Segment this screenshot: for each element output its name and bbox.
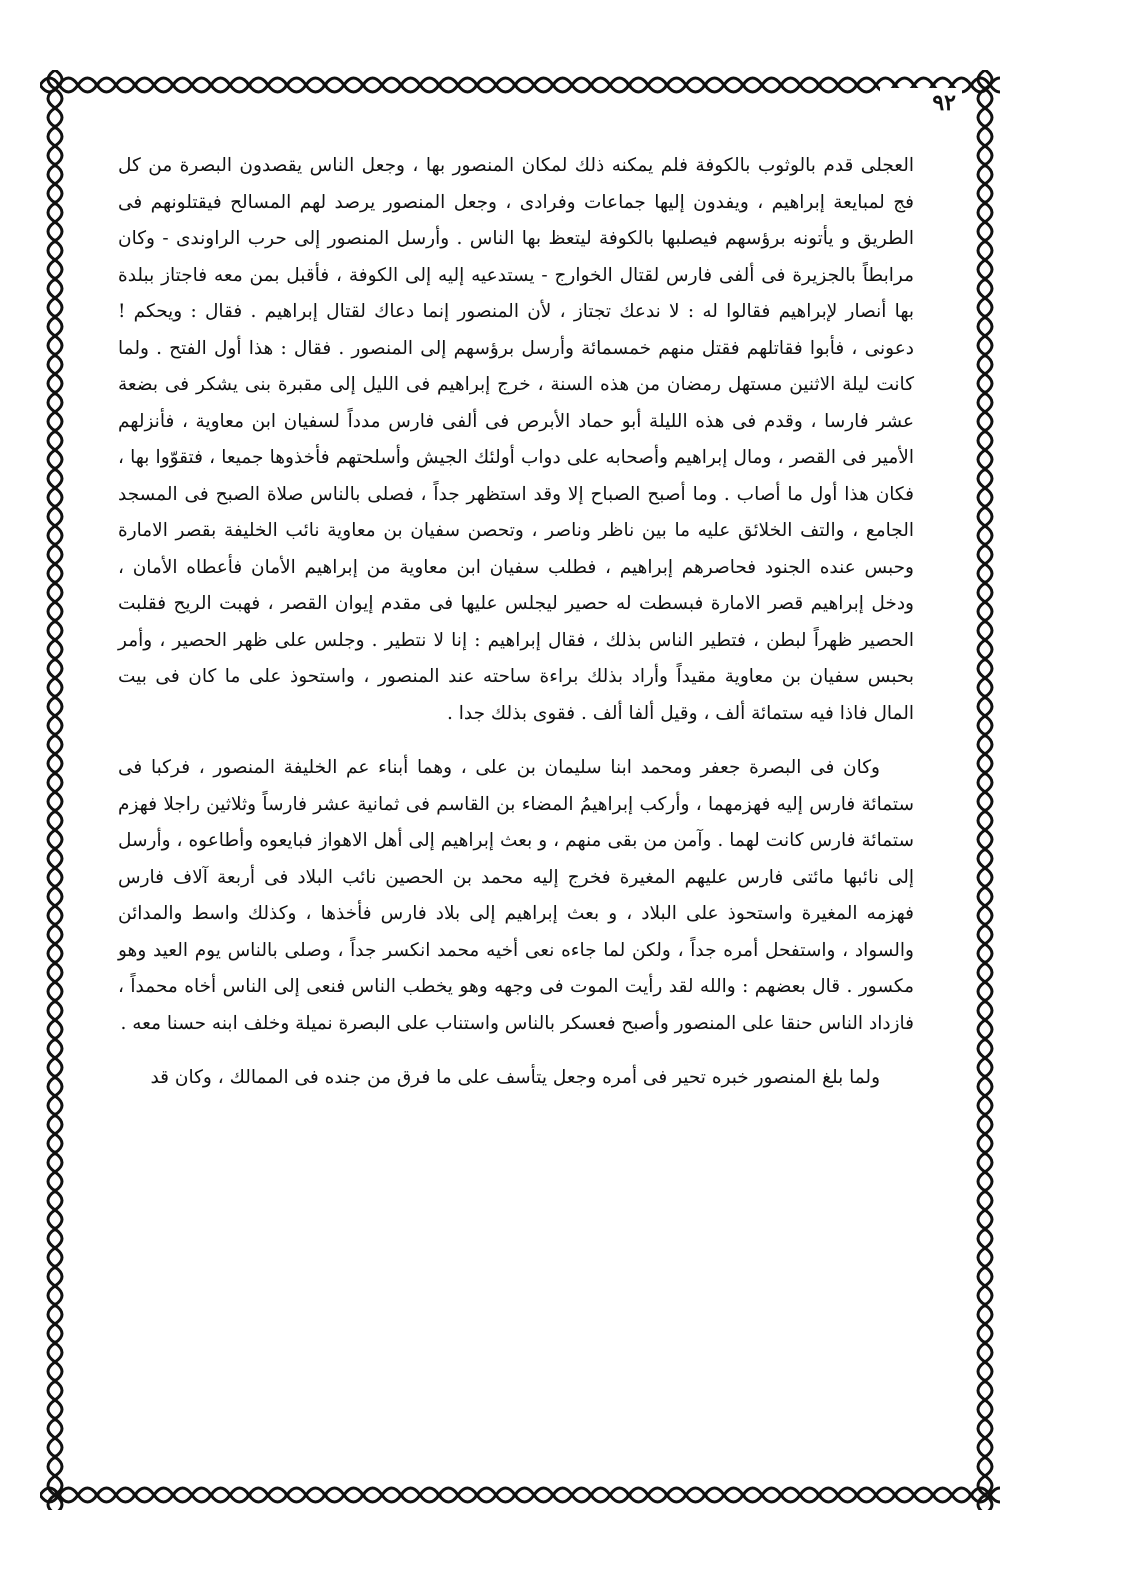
page-number: ٩٢ — [880, 88, 962, 118]
paragraph-2: وكان فى البصرة جعفر ومحمد ابنا سليمان بن على ، وهما أبناء عم الخليفة المنصور ، فركبا فى ستمائة فارس إليه فهزمهما ، وأركب إبراهيمُ المضاء بن القاسم فى ثمانية عشر فارساً وثلاثين راجلا فهزم ستمائة فارس كانت لهما . وآمن من بقى منهم ، و بعث إبراهيم إلى أهل الاهواز فبايعوه وأطاعوه ، وأرسل إلى نائبها مائتى فارس عليهم المغيرة فخرج إليه محمد بن الحصين نائب البلاد فى أربعة آلاف فارس فهزمه المغيرة واستحوذ على البلاد ، و بعث إبراهيم إلى بلاد فارس فأخذها ، وكذلك واسط والمدائن والسواد ، واستفحل أمره جداً ، ولكن لما جاءه نعى أخيه محمد انكسر جداً ، وصلى بالناس يوم العيد وهو مكسور . قال بعضهم : والله لقد رأيت الموت فى وجهه وهو يخطب الناس فنعى إلى الناس أخاه محمداً ، فازداد الناس حنقا على المنصور وأصبح فعسكر بالناس واستناب على البصرة نميلة وخلف ابنه حسنا معه . — [118, 757, 914, 1034]
page-body — [118, 148, 914, 1468]
paragraph-3: ولما بلغ المنصور خبره تحير فى أمره وجعل يتأسف على ما فرق من جنده فى الممالك ، وكان قد — [150, 1067, 880, 1088]
paragraph-1: العجلى قدم بالوثوب بالكوفة فلم يمكنه ذلك لمكان المنصور بها ، وجعل الناس يقصدون البصرة من كل فج لمبايعة إبراهيم ، ويفدون إليها جماعات وفرادى ، وجعل المنصور يرصد لهم المسالح فيقتلونهم فى الطريق و يأتونه برؤسهم فيصلبها بالكوفة ليتعظ بها الناس . وأرسل المنصور إلى حرب الراوندى - وكان مرابطاً بالجزيرة فى ألفى فارس لقتال الخوارج - يستدعيه إليه إلى الكوفة ، فأقبل بمن معه فاجتاز ببلدة بها أنصار لإبراهيم فقالوا له : لا ندعك تجتاز ، لأن المنصور إنما دعاك لقتال إبراهيم . فقال : ويحكم ! دعونى ، فأبوا فقاتلهم فقتل منهم خمسمائة وأرسل برؤسهم إلى المنصور . فقال : هذا أول الفتح . ولما كانت ليلة الاثنين مستهل رمضان من هذه السنة ، خرج إبراهيم فى الليل إلى مقبرة بنى يشكر فى بضعة عشر فارسا ، وقدم فى هذه الليلة أبو حماد الأبرص فى ألفى فارس مدداً لسفيان ابن معاوية ، فأنزلهم الأمير فى القصر ، ومال إبراهيم وأصحابه على دواب أولئك الجيش وأسلحتهم فأخذوها جميعا ، فتقوّوا بها ، فكان هذا أول ما أصاب . وما أصبح الصباح إلا وقد استظهر جداً ، فصلى بالناس صلاة الصبح فى المسجد الجامع ، والتف الخلائق عليه ما بين ناظر وناصر ، وتحصن سفيان بن معاوية نائب الخليفة بقصر الامارة وحبس عنده الجنود فحاصرهم إبراهيم ، فطلب سفيان ابن معاوية من إبراهيم الأمان فأعطاه الأمان ، ودخل إبراهيم قصر الامارة فبسطت له حصير ليجلس عليها فى مقدم إيوان القصر ، فهبت الريح فقلبت الحصير ظهراً لبطن ، فتطير الناس بذلك ، فقال إبراهيم : إنا لا نتطير . وجلس على ظهر الحصير ، وأمر بحبس سفيان بن معاوية مقيداً وأراد بذلك براءة ساحته عند المنصور ، واستحوذ على ما كان فى بيت المال فاذا فيه ستمائة ألف ، وقيل ألفا ألف . فقوى بذلك جدا . — [118, 155, 914, 724]
